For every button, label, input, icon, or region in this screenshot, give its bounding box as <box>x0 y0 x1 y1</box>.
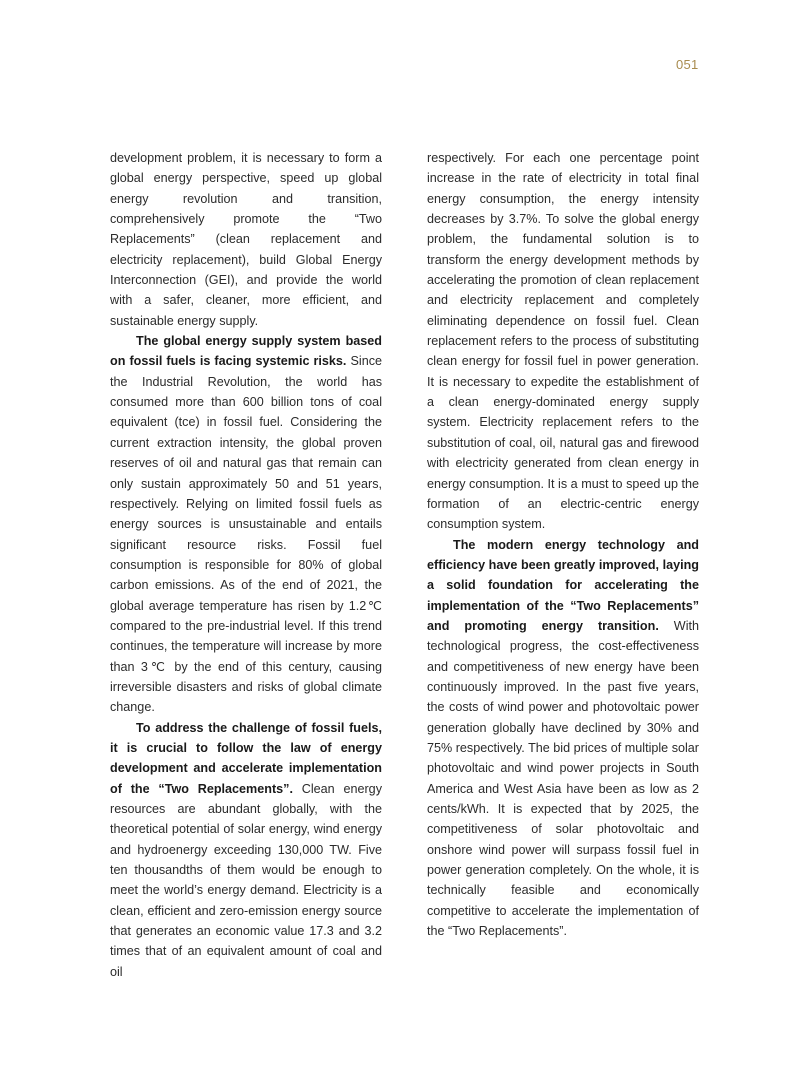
paragraph-modern-technology <box>427 535 699 942</box>
paragraph-two-replacements <box>110 718 382 982</box>
paragraph-body: Clean energy resources are abundant globally, with the theoretical potential of solar energy, wind energy and hydroenergy exceeding 130,000 TW. Five ten thousandths of them would be enough to meet the world’s energy demand. Electricity is a clean, efficient and zero-emission energy source that generates an economic value 17.3 and 3.2 times that of an equivalent amount of coal and oil <box>110 781 382 979</box>
paragraph-fossil-risks <box>110 331 382 718</box>
paragraph-continuation: respectively. For each one percentage point increase in the rate of electricity in total final energy consumption, the energy intensity decreases by 3.7%. To solve the global energy problem, the fundamental solution is to transform the energy development methods by accelerating the promotion of clean replacement and electricity replacement and completely eliminating dependence on fossil fuel. Clean replacement refers to the process of substituting clean energy for fossil fuel in power generation. It is necessary to expedite the establishment of a clean energy-dominated energy supply system. Electricity replacement refers to the substitution of coal, oil, natural gas and firewood with electricity generated from clean energy in energy consumption. It is a must to speed up the formation of an electric-centric energy consumption system. <box>427 151 699 532</box>
paragraph-lead-sentence: The global energy supply system based on fossil fuels is facing systemic risks. <box>110 334 382 369</box>
paragraph-continuation: development problem, it is necessary to form a global energy perspective, speed up global energy revolution and transition, comprehensively promote the “Two Replacements” (clean replacement and electricity replacement), build Global Energy Interconnection (GEI), and provide the world with a safer, cleaner, more efficient, and sustainable energy supply. <box>110 151 382 328</box>
paragraph-lead-sentence: The modern energy technology and efficiency have been greatly improved, laying a solid foundation for accelerating the implementation of the “Two Replacements” and promoting energy transition. <box>427 537 699 633</box>
left-column <box>110 148 382 982</box>
paragraph-body: With technological progress, the cost-effectiveness and competitiveness of new energy have been continuously improved. In the past five years, the costs of wind power and photovoltaic power generation globally have declined by 30% and 75% respectively. The bid prices of multiple solar photovoltaic and wind power projects in South America and West Asia have been as low as 2 cents/kWh. It is expected that by 2025, the competitiveness of solar photovoltaic and onshore wind power will surpass fossil fuel in power generation completely. On the whole, it is technically feasible and economically competitive to accelerate the implementation of the “Two Replacements”. <box>427 618 699 939</box>
paragraph-body: Since the Industrial Revolution, the world has consumed more than 600 billion tons of coal equivalent (tce) in fossil fuel. Considering the current extraction intensity, the global proven reserves of oil and natural gas that remain can only sustain approximately 50 and 51 years, respectively. Relying on limited fossil fuels as energy sources is unsustainable and entails significant resource risks. Fossil fuel consumption is responsible for 80% of global carbon emissions. As of the end of 2021, the global average temperature has risen by 1.2℃ compared to the pre-industrial level. If this trend continues, the temperature will increase by more than 3℃ by the end of this century, causing irreversible disasters and risks of global climate change. <box>110 354 382 715</box>
right-column <box>427 148 699 941</box>
paragraph-lead-sentence: To address the challenge of fossil fuels, it is crucial to follow the law of energy development and accelerate implementation of the “Two Replacements”. <box>110 720 382 796</box>
page-number: 051 <box>676 57 699 72</box>
